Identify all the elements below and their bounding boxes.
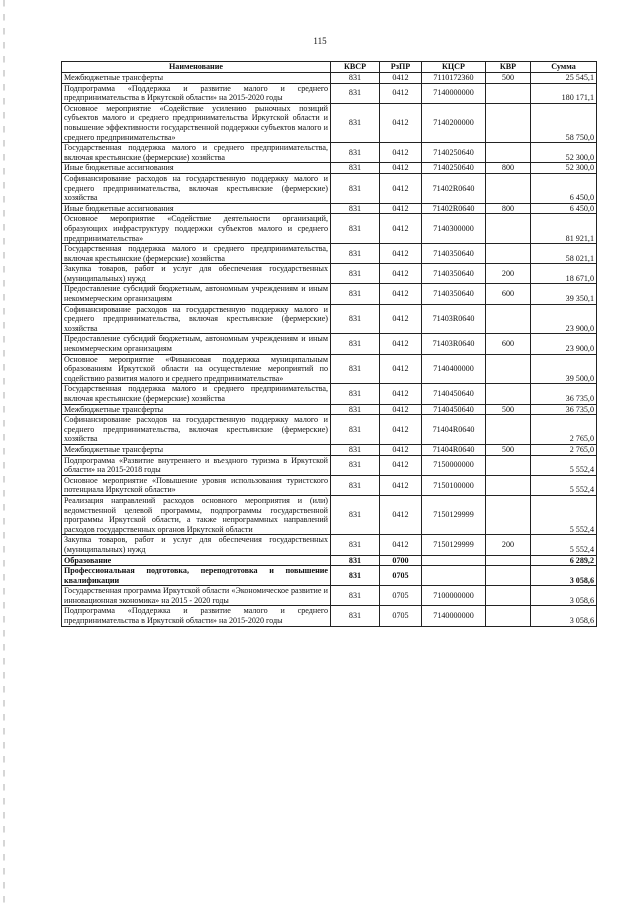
column-header-kvr: КВР bbox=[486, 62, 531, 73]
row-kvsr-cell: 831 bbox=[331, 535, 380, 555]
row-name-cell: Софинансирование расходов на государственную поддержку малого и среднего предпринимательства, включая крестьянские (фермерские) хозяйства bbox=[62, 304, 331, 334]
row-name-cell: Подпрограмма «Поддержка и развитие малого и среднего предпринимательства в Иркутской области» на 2015-2020 годы bbox=[62, 83, 331, 103]
row-kcsr-cell bbox=[422, 555, 486, 566]
row-rzpr-cell: 0412 bbox=[380, 214, 422, 244]
column-header-name: Наименование bbox=[62, 62, 331, 73]
row-kcsr-cell: 7140350640 bbox=[422, 244, 486, 264]
row-name-cell: Предоставление субсидий бюджетным, автономным учреждениям и иным некоммерческим организациям bbox=[62, 334, 331, 354]
row-rzpr-cell: 0412 bbox=[380, 203, 422, 214]
row-kvsr-cell: 831 bbox=[331, 264, 380, 284]
table-row bbox=[62, 244, 597, 264]
row-sum-cell: 52 300,0 bbox=[531, 163, 597, 174]
row-kcsr-cell: 7140400000 bbox=[422, 354, 486, 384]
row-kcsr-cell: 7150129999 bbox=[422, 495, 486, 534]
row-rzpr-cell: 0705 bbox=[380, 606, 422, 626]
row-kvsr-cell: 831 bbox=[331, 555, 380, 566]
row-rzpr-cell: 0412 bbox=[380, 444, 422, 455]
row-name-cell: Государственная поддержка малого и среднего предпринимательства, включая крестьянские (фермерские) хозяйства bbox=[62, 244, 331, 264]
row-sum-cell: 3 058,6 bbox=[531, 606, 597, 626]
table-row bbox=[62, 444, 597, 455]
row-name-cell: Государственная поддержка малого и среднего предпринимательства, включая крестьянские (фермерские) хозяйства bbox=[62, 384, 331, 404]
row-sum-cell: 2 765,0 bbox=[531, 444, 597, 455]
row-name-cell: Закупка товаров, работ и услуг для обеспечения государственных (муниципальных) нужд bbox=[62, 535, 331, 555]
row-kvr-cell: 800 bbox=[486, 203, 531, 214]
row-sum-cell: 2 765,0 bbox=[531, 415, 597, 445]
row-kvr-cell bbox=[486, 143, 531, 163]
row-rzpr-cell: 0412 bbox=[380, 163, 422, 174]
row-kcsr-cell: 7140300000 bbox=[422, 214, 486, 244]
row-kcsr-cell: 71403R0640 bbox=[422, 334, 486, 354]
table-row bbox=[62, 495, 597, 534]
row-kvr-cell bbox=[486, 586, 531, 606]
column-header-rzpr: РзПР bbox=[380, 62, 422, 73]
row-rzpr-cell: 0412 bbox=[380, 334, 422, 354]
table-row bbox=[62, 214, 597, 244]
row-name-cell: Предоставление субсидий бюджетным, автономным учреждениям и иным некоммерческим организациям bbox=[62, 284, 331, 304]
table-row bbox=[62, 606, 597, 626]
budget-table bbox=[61, 61, 597, 627]
row-rzpr-cell: 0412 bbox=[380, 143, 422, 163]
row-sum-cell: 5 552,4 bbox=[531, 475, 597, 495]
row-kcsr-cell: 7140450640 bbox=[422, 404, 486, 415]
row-kvr-cell bbox=[486, 244, 531, 264]
scan-edge-marks bbox=[3, 0, 5, 905]
column-header-kcsr: КЦСР bbox=[422, 62, 486, 73]
row-kcsr-cell: 7150100000 bbox=[422, 475, 486, 495]
row-kvsr-cell: 831 bbox=[331, 334, 380, 354]
row-kvsr-cell: 831 bbox=[331, 444, 380, 455]
row-kvsr-cell: 831 bbox=[331, 83, 380, 103]
row-kvsr-cell: 831 bbox=[331, 304, 380, 334]
row-sum-cell: 180 171,1 bbox=[531, 83, 597, 103]
row-kvr-cell: 500 bbox=[486, 444, 531, 455]
row-sum-cell: 3 058,6 bbox=[531, 586, 597, 606]
table-row bbox=[62, 73, 597, 84]
row-sum-cell: 36 735,0 bbox=[531, 384, 597, 404]
row-kcsr-cell: 7140000000 bbox=[422, 83, 486, 103]
row-rzpr-cell: 0412 bbox=[380, 244, 422, 264]
row-kvr-cell: 600 bbox=[486, 334, 531, 354]
row-rzpr-cell: 0705 bbox=[380, 566, 422, 586]
table-header-row bbox=[62, 62, 597, 73]
row-name-cell: Межбюджетные трансферты bbox=[62, 404, 331, 415]
row-rzpr-cell: 0412 bbox=[380, 264, 422, 284]
table-row bbox=[62, 103, 597, 142]
row-kvsr-cell: 831 bbox=[331, 244, 380, 264]
row-kvsr-cell: 831 bbox=[331, 163, 380, 174]
row-rzpr-cell: 0700 bbox=[380, 555, 422, 566]
row-rzpr-cell: 0705 bbox=[380, 586, 422, 606]
row-name-cell: Основное мероприятие «Повышение уровня использования туристского потенциала Иркутской области» bbox=[62, 475, 331, 495]
row-kcsr-cell: 7110172360 bbox=[422, 73, 486, 84]
row-rzpr-cell: 0412 bbox=[380, 535, 422, 555]
row-sum-cell: 5 552,4 bbox=[531, 455, 597, 475]
row-rzpr-cell: 0412 bbox=[380, 83, 422, 103]
column-header-sum: Сумма bbox=[531, 62, 597, 73]
row-name-cell: Межбюджетные трансферты bbox=[62, 444, 331, 455]
row-kvr-cell bbox=[486, 455, 531, 475]
row-sum-cell: 52 300,0 bbox=[531, 143, 597, 163]
column-header-kvsr: КВСР bbox=[331, 62, 380, 73]
row-name-cell: Подпрограмма «Поддержка и развитие малого и среднего предпринимательства в Иркутской области» на 2015-2020 годы bbox=[62, 606, 331, 626]
table-row bbox=[62, 555, 597, 566]
row-kvsr-cell: 831 bbox=[331, 354, 380, 384]
row-rzpr-cell: 0412 bbox=[380, 415, 422, 445]
row-sum-cell: 5 552,4 bbox=[531, 535, 597, 555]
row-sum-cell: 58 021,1 bbox=[531, 244, 597, 264]
row-kvsr-cell: 831 bbox=[331, 284, 380, 304]
row-kvr-cell bbox=[486, 103, 531, 142]
row-sum-cell: 6 450,0 bbox=[531, 203, 597, 214]
row-kcsr-cell: 7150129999 bbox=[422, 535, 486, 555]
row-name-cell: Образование bbox=[62, 555, 331, 566]
table-row bbox=[62, 143, 597, 163]
row-rzpr-cell: 0412 bbox=[380, 284, 422, 304]
table-body bbox=[62, 73, 597, 627]
row-kcsr-cell: 71402R0640 bbox=[422, 173, 486, 203]
row-sum-cell: 81 921,1 bbox=[531, 214, 597, 244]
row-rzpr-cell: 0412 bbox=[380, 384, 422, 404]
row-kvsr-cell: 831 bbox=[331, 173, 380, 203]
table-row bbox=[62, 264, 597, 284]
row-kvsr-cell: 831 bbox=[331, 404, 380, 415]
row-kcsr-cell bbox=[422, 566, 486, 586]
row-kvsr-cell: 831 bbox=[331, 495, 380, 534]
row-kcsr-cell: 71402R0640 bbox=[422, 203, 486, 214]
table-row bbox=[62, 566, 597, 586]
row-rzpr-cell: 0412 bbox=[380, 475, 422, 495]
row-kvsr-cell: 831 bbox=[331, 384, 380, 404]
table-row bbox=[62, 535, 597, 555]
row-name-cell: Государственная программа Иркутской области «Экономическое развитие и инновационная экономика» на 2015 - 2020 годы bbox=[62, 586, 331, 606]
row-kcsr-cell: 7140250640 bbox=[422, 163, 486, 174]
row-kcsr-cell: 7140200000 bbox=[422, 103, 486, 142]
table-row bbox=[62, 586, 597, 606]
row-sum-cell: 39 350,1 bbox=[531, 284, 597, 304]
row-rzpr-cell: 0412 bbox=[380, 173, 422, 203]
row-rzpr-cell: 0412 bbox=[380, 404, 422, 415]
row-kvr-cell bbox=[486, 173, 531, 203]
row-sum-cell: 36 735,0 bbox=[531, 404, 597, 415]
row-kcsr-cell: 7140000000 bbox=[422, 606, 486, 626]
table-row bbox=[62, 415, 597, 445]
row-name-cell: Основное мероприятие «Содействие деятельности организаций, образующих инфраструктуру поддержки субъектов малого и среднего предпринимательства» bbox=[62, 214, 331, 244]
row-name-cell: Реализация направлений расходов основного мероприятия и (или) ведомственной целевой программы, подпрограммы государственной программы Иркутской области, а также непрограммных направлений расходов государственных органов Иркутской области bbox=[62, 495, 331, 534]
row-kcsr-cell: 71404R0640 bbox=[422, 444, 486, 455]
table-row bbox=[62, 384, 597, 404]
row-kvr-cell bbox=[486, 384, 531, 404]
row-rzpr-cell: 0412 bbox=[380, 304, 422, 334]
row-sum-cell: 18 671,0 bbox=[531, 264, 597, 284]
row-kvr-cell: 200 bbox=[486, 535, 531, 555]
row-kcsr-cell: 7140350640 bbox=[422, 264, 486, 284]
row-kvr-cell: 800 bbox=[486, 163, 531, 174]
row-name-cell: Государственная поддержка малого и среднего предпринимательства, включая крестьянские (фермерские) хозяйства bbox=[62, 143, 331, 163]
row-sum-cell: 39 500,0 bbox=[531, 354, 597, 384]
row-name-cell: Иные бюджетные ассигнования bbox=[62, 203, 331, 214]
row-rzpr-cell: 0412 bbox=[380, 103, 422, 142]
row-kvr-cell bbox=[486, 555, 531, 566]
table-row bbox=[62, 83, 597, 103]
row-kvsr-cell: 831 bbox=[331, 143, 380, 163]
row-sum-cell: 5 552,4 bbox=[531, 495, 597, 534]
row-kvsr-cell: 831 bbox=[331, 586, 380, 606]
table-row bbox=[62, 404, 597, 415]
row-kvr-cell bbox=[486, 214, 531, 244]
row-kcsr-cell: 71403R0640 bbox=[422, 304, 486, 334]
row-name-cell: Профессиональная подготовка, переподготовка и повышение квалификации bbox=[62, 566, 331, 586]
row-sum-cell: 6 450,0 bbox=[531, 173, 597, 203]
table-row bbox=[62, 475, 597, 495]
row-sum-cell: 3 058,6 bbox=[531, 566, 597, 586]
row-kcsr-cell: 7140350640 bbox=[422, 284, 486, 304]
row-kcsr-cell: 7140450640 bbox=[422, 384, 486, 404]
row-sum-cell: 6 289,2 bbox=[531, 555, 597, 566]
row-name-cell: Основное мероприятие «Содействие усилению рыночных позиций субъектов малого и среднего предпринимательства Иркутской области и повышение эффективности государственной поддержки субъектов малого и среднего предпринимательства» bbox=[62, 103, 331, 142]
table-row bbox=[62, 354, 597, 384]
row-kvr-cell bbox=[486, 83, 531, 103]
table-row bbox=[62, 284, 597, 304]
row-rzpr-cell: 0412 bbox=[380, 455, 422, 475]
row-rzpr-cell: 0412 bbox=[380, 354, 422, 384]
row-sum-cell: 25 545,1 bbox=[531, 73, 597, 84]
row-rzpr-cell: 0412 bbox=[380, 73, 422, 84]
row-kvsr-cell: 831 bbox=[331, 566, 380, 586]
row-kcsr-cell: 71404R0640 bbox=[422, 415, 486, 445]
table-row bbox=[62, 163, 597, 174]
row-sum-cell: 58 750,0 bbox=[531, 103, 597, 142]
row-kcsr-cell: 7150000000 bbox=[422, 455, 486, 475]
row-kvr-cell bbox=[486, 354, 531, 384]
row-name-cell: Закупка товаров, работ и услуг для обеспечения государственных (муниципальных) нужд bbox=[62, 264, 331, 284]
row-kvr-cell bbox=[486, 495, 531, 534]
row-kvsr-cell: 831 bbox=[331, 475, 380, 495]
row-kvsr-cell: 831 bbox=[331, 455, 380, 475]
table-row bbox=[62, 173, 597, 203]
table-row bbox=[62, 203, 597, 214]
row-kcsr-cell: 7100000000 bbox=[422, 586, 486, 606]
table-row bbox=[62, 334, 597, 354]
row-kcsr-cell: 7140250640 bbox=[422, 143, 486, 163]
row-kvsr-cell: 831 bbox=[331, 203, 380, 214]
table-row bbox=[62, 304, 597, 334]
row-kvsr-cell: 831 bbox=[331, 606, 380, 626]
row-sum-cell: 23 900,0 bbox=[531, 304, 597, 334]
row-kvr-cell: 500 bbox=[486, 73, 531, 84]
row-rzpr-cell: 0412 bbox=[380, 495, 422, 534]
row-kvsr-cell: 831 bbox=[331, 415, 380, 445]
row-kvr-cell bbox=[486, 606, 531, 626]
row-kvsr-cell: 831 bbox=[331, 73, 380, 84]
table-row bbox=[62, 455, 597, 475]
row-kvr-cell: 500 bbox=[486, 404, 531, 415]
row-kvr-cell bbox=[486, 304, 531, 334]
row-kvr-cell: 200 bbox=[486, 264, 531, 284]
row-kvr-cell bbox=[486, 415, 531, 445]
row-name-cell: Софинансирование расходов на государственную поддержку малого и среднего предпринимательства, включая крестьянские (фермерские) хозяйства bbox=[62, 173, 331, 203]
row-kvsr-cell: 831 bbox=[331, 103, 380, 142]
row-kvr-cell bbox=[486, 475, 531, 495]
row-kvr-cell: 600 bbox=[486, 284, 531, 304]
row-name-cell: Межбюджетные трансферты bbox=[62, 73, 331, 84]
page-number: 115 bbox=[313, 36, 327, 46]
row-kvr-cell bbox=[486, 566, 531, 586]
row-name-cell: Основное мероприятие «Финансовая поддержка муниципальным образованиям Иркутской области на осуществление мероприятий по содействию развития малого и среднего предпринимательства» bbox=[62, 354, 331, 384]
row-kvsr-cell: 831 bbox=[331, 214, 380, 244]
row-name-cell: Подпрограмма «Развитие внутреннего и въездного туризма в Иркутской области» на 2015-2018 годы bbox=[62, 455, 331, 475]
row-name-cell: Софинансирование расходов на государственную поддержку малого и среднего предпринимательства, включая крестьянские (фермерские) хозяйства bbox=[62, 415, 331, 445]
row-name-cell: Иные бюджетные ассигнования bbox=[62, 163, 331, 174]
row-sum-cell: 23 900,0 bbox=[531, 334, 597, 354]
